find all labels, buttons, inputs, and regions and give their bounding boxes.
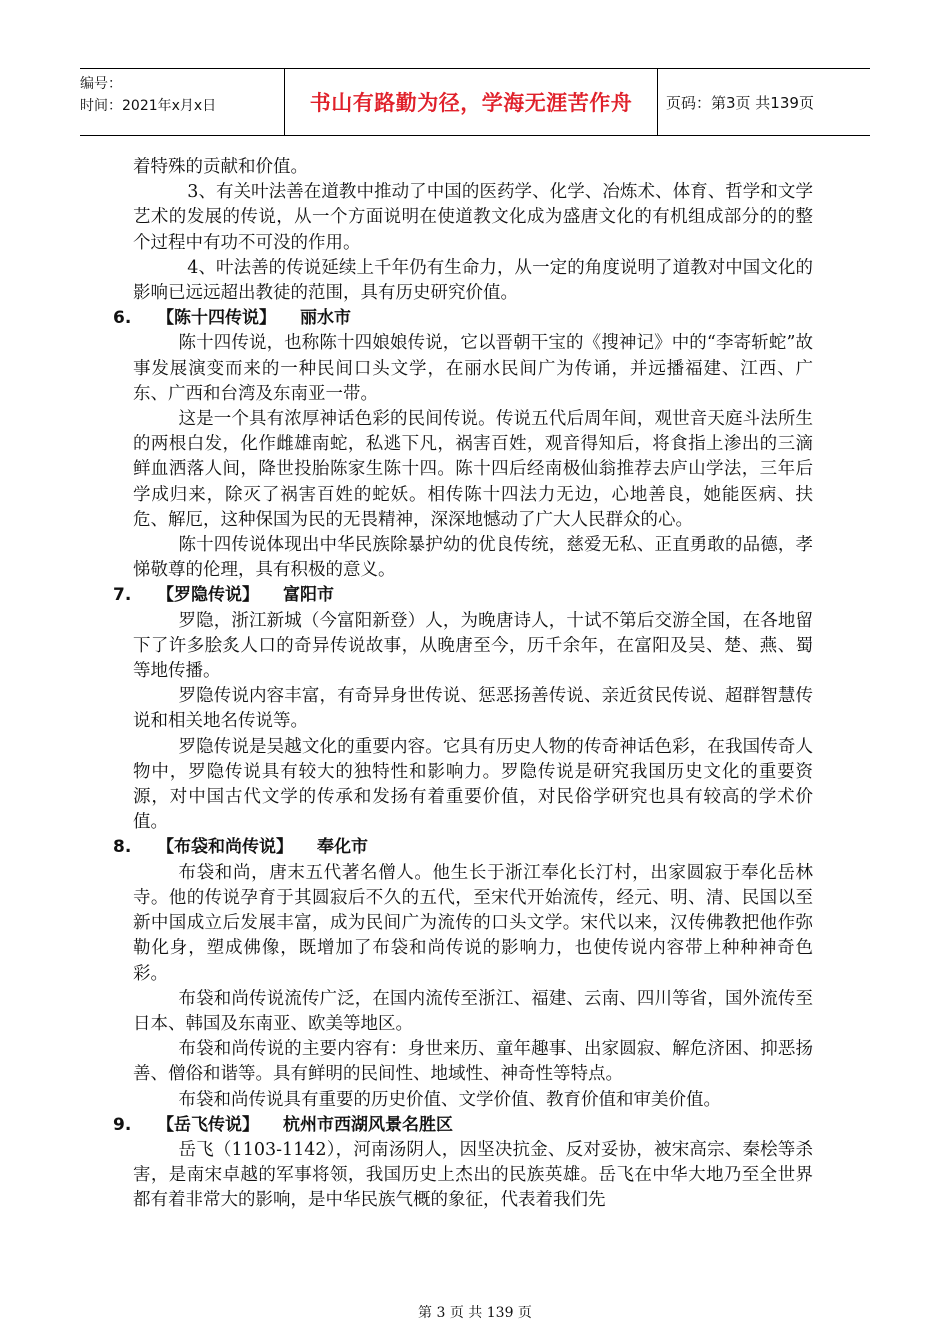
paragraph: 3、有关叶法善在道教中推动了中国的医药学、化学、冶炼术、体育、哲学和文学艺术的发展的传说，从一个方面说明在使道教文化成为盛唐文化的有机组成部分的的整个过程中有功不可没的作用。: [133, 182, 813, 253]
section-number: 6.: [113, 308, 132, 329]
paragraph: 着特殊的贡献和价值。: [133, 157, 308, 177]
paragraph: 布袋和尚传说的主要内容有：身世来历、童年趣事、出家圆寂、解危济困、抑恶扬善、僧俗和谐等。具有鲜明的民间性、地域性、神奇性等特点。: [133, 1039, 813, 1085]
paragraph: 罗隐传说内容丰富，有奇异身世传说、惩恶扬善传说、亲近贫民传说、超群智慧传说和相关地名传说等。: [133, 686, 813, 732]
section-place: 富阳市: [283, 585, 334, 606]
page-footer: 第 3 页 共 139 页: [418, 1305, 532, 1321]
paragraph: 罗隐传说是吴越文化的重要内容。它具有历史人物的传奇神话色彩，在我国传奇人物中，罗隐传说具有较大的独特性和影响力。罗隐传说是研究我国历史文化的重要资源，对中国古代文学的传承和发扬有着重要价值，对民俗学研究也具有较高的学术价值。: [133, 736, 813, 833]
header-motto: 书山有路勤为径，学海无涯苦作舟: [284, 69, 658, 135]
section-title: 【罗隐传说】: [157, 585, 259, 606]
section-place: 丽水市: [300, 308, 351, 329]
paragraph: 岳飞（1103-1142），河南汤阴人，因坚决抗金、反对妥协，被宋高宗、秦桧等杀害，是南宋卓越的军事将领，我国历史上杰出的民族英雄。岳飞在中华大地乃至全世界都有着非常大的影响，是中华民族气概的象征，代表着我们先: [133, 1139, 813, 1211]
paragraph: 布袋和尚，唐末五代著名僧人。他生长于浙江奉化长汀村，出家圆寂于奉化岳林寺。他的传说孕育于其圆寂后不久的五代，至宋代开始流传，经元、明、清、民国以至新中国成立后发展丰富，成为民间广为流传的口头文学。宋代以来，汉传佛教把他作弥勒化身，塑成佛像，既增加了布袋和尚传说的影响力，也使传说内容带上种种神奇色彩。: [133, 862, 813, 984]
section-title: 【岳飞传说】: [157, 1114, 259, 1135]
section-number: 9.: [113, 1114, 132, 1135]
section-heading: [113, 583, 813, 608]
section-title: 【陈十四传说】: [157, 308, 276, 329]
section-heading: [113, 1113, 813, 1138]
time-label: 时间：2021年x月x日: [80, 98, 217, 114]
code-label: 编号：: [80, 76, 122, 92]
paragraph: 陈十四传说体现出中华民族除暴护幼的优良传统，慈爱无私、正直勇敢的品德，孝悌敬尊的伦理，具有积极的意义。: [133, 535, 813, 581]
section-place: 奉化市: [317, 837, 368, 858]
document-body: [113, 155, 813, 1214]
paragraph: 这是一个具有浓厚神话色彩的民间传说。传说五代后周年间，观世音天庭斗法所生的两根白发，化作雌雄南蛇，私逃下凡，祸害百姓，观音得知后，将食指上渗出的三滴鲜血洒落人间，降世投胎陈家生陈十四。陈十四后经南极仙翁推荐去庐山学法，三年后学成归来，除灭了祸害百姓的蛇妖。相传陈十四法力无边，心地善良，她能医病、扶危、解厄，这种保国为民的无畏精神，深深地憾动了广大人民群众的心。: [133, 409, 813, 530]
section-heading: [113, 835, 813, 860]
section-number: 8.: [113, 837, 132, 858]
section-heading: [113, 306, 813, 331]
paragraph: 布袋和尚传说流传广泛，在国内流传至浙江、福建、云南、四川等省，国外流传至日本、韩国及东南亚、欧美等地区。: [133, 988, 813, 1034]
section-number: 7.: [113, 585, 132, 606]
header-page-label: 页码：第3页 共139页: [666, 93, 814, 112]
paragraph: 罗隐，浙江新城（今富阳新登）人，为晚唐诗人，十试不第后交游全国，在各地留下了许多脍炙人口的奇异传说故事，从晚唐至今，历千余年，在富阳及吴、楚、燕、蜀等地传播。: [133, 610, 813, 682]
section-title: 【布袋和尚传说】: [157, 837, 293, 858]
paragraph: 布袋和尚传说具有重要的历史价值、文学价值、教育价值和审美价值。: [178, 1089, 721, 1110]
header-meta: [80, 69, 284, 135]
paragraph: 4、叶法善的传说延续上千年仍有生命力，从一定的角度说明了道教对中国文化的影响已远远超出教徒的范围，具有历史研究价值。: [133, 257, 813, 304]
section-place: 杭州市西湖风景名胜区: [283, 1114, 453, 1135]
page-header: [80, 68, 870, 136]
paragraph: 陈十四传说，也称陈十四娘娘传说，它以晋朝干宝的《搜神记》中的“李寄斩蛇”故事发展演变而来的一种民间口头文学，在丽水民间广为传诵，并远播福建、江西、广东、广西和台湾及东南亚一带。: [133, 333, 813, 404]
